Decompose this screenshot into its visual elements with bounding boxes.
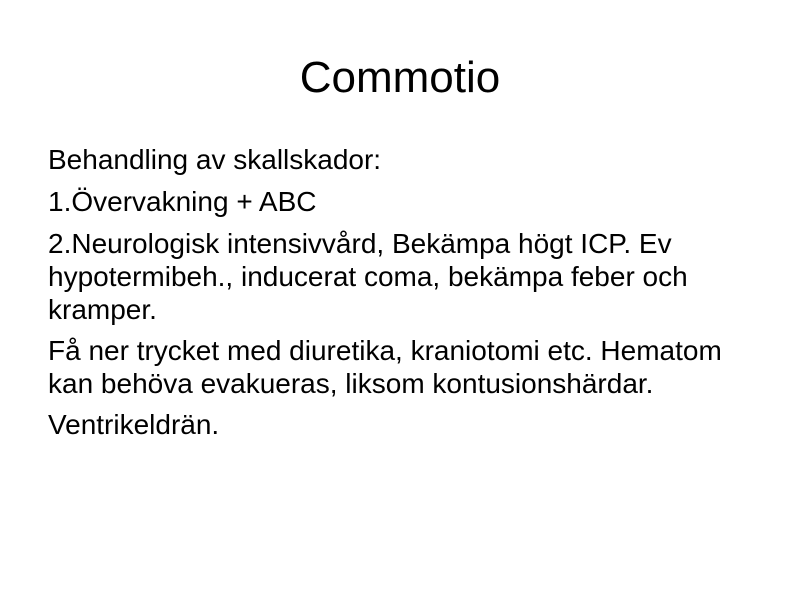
slide-title: Commotio: [299, 53, 501, 102]
paragraph-pressure-reduction: Få ner trycket med diuretika, kraniotomi etc. Hematom kan behöva evakueras, liksom kontusionshärdar.: [48, 335, 722, 399]
paragraph-treatment-heading: Behandling av skallskador:: [48, 144, 382, 175]
paragraph-monitoring: 1.Övervakning + ABC: [48, 186, 317, 217]
slide-body: [48, 143, 768, 449]
paragraph-neuro-intensive-care: 2.Neurologisk intensivvård, Bekämpa högt ICP. Ev hypotermibeh., inducerat coma, bekämpa feber och kramper.: [48, 228, 688, 325]
paragraph-ventricular-drain: Ventrikeldrän.: [48, 409, 220, 440]
